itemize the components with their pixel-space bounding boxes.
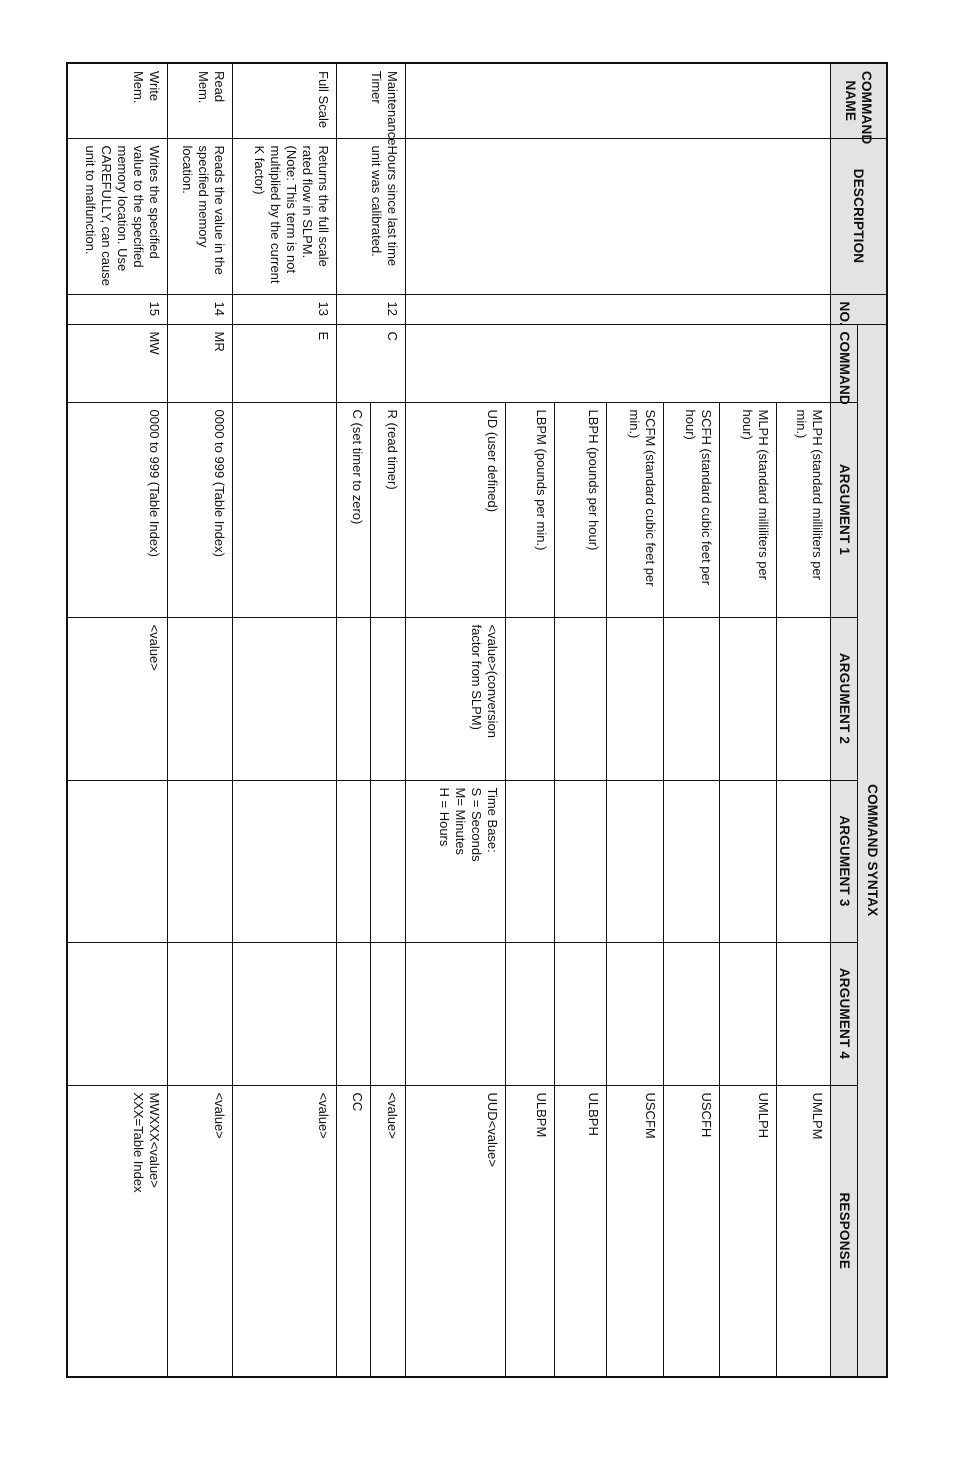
header-argument-1: ARGUMENT 1 — [831, 402, 858, 617]
cell-command-units — [406, 324, 831, 402]
cell-argument-1: LBPM (pounds per min.) — [505, 402, 554, 617]
cell-argument-4 — [67, 942, 168, 1085]
cell-argument-1: 0000 to 999 (Table Index) — [168, 402, 233, 617]
header-no: NO. — [831, 294, 888, 324]
cell-response: ULBPH — [554, 1085, 606, 1377]
cell-argument-2 — [607, 617, 663, 780]
cell-argument-1 — [232, 402, 337, 617]
cell-argument-4 — [720, 942, 776, 1085]
cell-argument-2 — [554, 617, 606, 780]
cell-argument-4 — [406, 942, 505, 1085]
header-command-name: COMMAND NAME — [831, 63, 888, 138]
cell-argument-3 — [370, 780, 406, 942]
cell-argument-3 — [554, 780, 606, 942]
cell-argument-3 — [505, 780, 554, 942]
cell-response: USCFM — [607, 1085, 663, 1377]
cell-response: USCFH — [663, 1085, 719, 1377]
cell-name-maintenance: Maintenance Timer — [337, 63, 406, 138]
table-row — [67, 63, 168, 1377]
cell-argument-4 — [607, 942, 663, 1085]
cell-argument-3 — [776, 780, 830, 942]
cell-description-maintenance: Hours since last time unit was calibrated. — [337, 138, 406, 294]
command-syntax-table — [66, 62, 888, 1378]
cell-argument-1: MLPH (standard milliliters per hour) — [720, 402, 776, 617]
cell-argument-1: LBPH (pounds per hour) — [554, 402, 606, 617]
cell-argument-3 — [607, 780, 663, 942]
cell-argument-2 — [370, 617, 406, 780]
cell-argument-1: MLPH (standard milliliters per min.) — [776, 402, 830, 617]
table-row — [370, 63, 406, 1377]
cell-response: <value> — [168, 1085, 233, 1377]
cell-response: UUD<value> — [406, 1085, 505, 1377]
cell-argument-2 — [776, 617, 830, 780]
header-argument-3: ARGUMENT 3 — [831, 780, 858, 942]
cell-argument-2 — [232, 617, 337, 780]
cell-argument-3 — [720, 780, 776, 942]
cell-response: CC — [337, 1085, 370, 1377]
cell-argument-3 — [232, 780, 337, 942]
table-row — [776, 63, 830, 1377]
cell-argument-3: Time Base: S = Seconds M= Minutes H = Hours — [406, 780, 505, 942]
cell-argument-1: R (read timer) — [370, 402, 406, 617]
cell-argument-1: SCFM (standard cubic feet per min.) — [607, 402, 663, 617]
cell-argument-3 — [337, 780, 370, 942]
table-row — [232, 63, 337, 1377]
cell-argument-1: UD (user defined) — [406, 402, 505, 617]
header-argument-4: ARGUMENT 4 — [831, 942, 858, 1085]
cell-command-write-mem: MW — [67, 324, 168, 402]
header-argument-2: ARGUMENT 2 — [831, 617, 858, 780]
table-row — [168, 63, 233, 1377]
cell-argument-4 — [776, 942, 830, 1085]
cell-response: MWXXX<value> XXX=Table Index — [67, 1085, 168, 1377]
cell-no-units — [406, 294, 831, 324]
cell-description-write-mem: Writes the specified value to the specified memory location. Use CAREFULLY, can cause unit to malfunction. — [67, 138, 168, 294]
cell-argument-4 — [337, 942, 370, 1085]
cell-command-read-mem: MR — [168, 324, 233, 402]
cell-argument-1: C (set timer to zero) — [337, 402, 370, 617]
header-response: RESPONSE — [831, 1085, 858, 1377]
cell-argument-2: <value> — [67, 617, 168, 780]
cell-argument-4 — [370, 942, 406, 1085]
cell-description-units — [406, 138, 831, 294]
cell-argument-2 — [505, 617, 554, 780]
cell-argument-4 — [663, 942, 719, 1085]
cell-argument-2 — [663, 617, 719, 780]
header-command: COMMAND — [831, 324, 858, 402]
cell-response: <value> — [232, 1085, 337, 1377]
cell-argument-4 — [168, 942, 233, 1085]
rotated-page — [66, 62, 888, 1376]
cell-name-full-scale: Full Scale — [232, 63, 337, 138]
cell-argument-4 — [505, 942, 554, 1085]
header-description: DESCRIPTION — [831, 138, 888, 294]
header-row-1 — [858, 63, 888, 1377]
cell-command-maintenance: C — [337, 324, 406, 402]
cell-argument-2 — [337, 617, 370, 780]
cell-no-full-scale: 13 — [232, 294, 337, 324]
cell-command-full-scale: E — [232, 324, 337, 402]
cell-description-read-mem: Reads the value in the specified memory location. — [168, 138, 233, 294]
cell-name-write-mem: Write Mem. — [67, 63, 168, 138]
cell-argument-4 — [554, 942, 606, 1085]
cell-no-read-mem: 14 — [168, 294, 233, 324]
cell-name-read-mem: Read Mem. — [168, 63, 233, 138]
header-command-syntax: COMMAND SYNTAX — [858, 324, 888, 1377]
cell-description-full-scale: Returns the full scale rated flow in SLPM. (Note: This term is not multiplied by the current K factor) — [232, 138, 337, 294]
cell-response: UMLPH — [720, 1085, 776, 1377]
cell-argument-3 — [67, 780, 168, 942]
cell-no-maintenance: 12 — [337, 294, 406, 324]
cell-argument-1: SCFH (standard cubic feet per hour) — [663, 402, 719, 617]
cell-response: ULBPM — [505, 1085, 554, 1377]
cell-name-units — [406, 63, 831, 138]
cell-argument-1: 0000 to 999 (Table Index) — [67, 402, 168, 617]
cell-argument-4 — [232, 942, 337, 1085]
cell-argument-2 — [720, 617, 776, 780]
cell-response: <value> — [370, 1085, 406, 1377]
cell-argument-2: <value>(conversion factor from SLPM) — [406, 617, 505, 780]
cell-no-write-mem: 15 — [67, 294, 168, 324]
cell-argument-3 — [168, 780, 233, 942]
cell-argument-3 — [663, 780, 719, 942]
cell-response: UMLPM — [776, 1085, 830, 1377]
cell-argument-2 — [168, 617, 233, 780]
